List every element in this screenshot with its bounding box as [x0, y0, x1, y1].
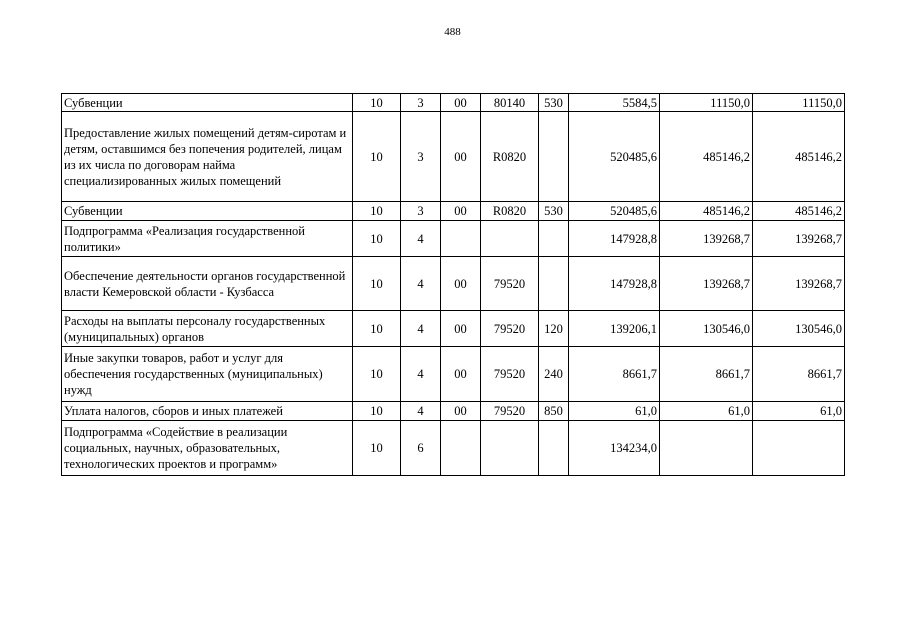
amount-3: 8661,7: [753, 347, 845, 402]
amount-1: 5584,5: [569, 94, 660, 112]
program-code: 00: [441, 402, 481, 421]
amount-2: 130546,0: [660, 311, 753, 347]
subsection-code: 4: [401, 257, 441, 311]
program-code: 00: [441, 311, 481, 347]
section-code: 10: [353, 202, 401, 221]
amount-3: 139268,7: [753, 221, 845, 257]
table-row: [62, 257, 845, 311]
amount-1: 8661,7: [569, 347, 660, 402]
amount-3: 485146,2: [753, 112, 845, 202]
section-code: 10: [353, 221, 401, 257]
program-code: 00: [441, 347, 481, 402]
subsection-code: 3: [401, 202, 441, 221]
amount-3: [753, 421, 845, 476]
section-code: 10: [353, 421, 401, 476]
subsection-code: 4: [401, 221, 441, 257]
expense-type-code: 850: [539, 402, 569, 421]
amount-1: 147928,8: [569, 257, 660, 311]
program-code: 00: [441, 94, 481, 112]
row-name: Подпрограмма «Реализация государственной политики»: [62, 221, 353, 257]
amount-3: 61,0: [753, 402, 845, 421]
budget-table: [61, 93, 845, 476]
direction-code: R0820: [481, 112, 539, 202]
table-row: [62, 421, 845, 476]
amount-2: 8661,7: [660, 347, 753, 402]
amount-3: 11150,0: [753, 94, 845, 112]
amount-1: 61,0: [569, 402, 660, 421]
amount-2: 11150,0: [660, 94, 753, 112]
subsection-code: 3: [401, 112, 441, 202]
direction-code: [481, 221, 539, 257]
program-code: 00: [441, 202, 481, 221]
table-row: [62, 112, 845, 202]
section-code: 10: [353, 311, 401, 347]
program-code: 00: [441, 112, 481, 202]
row-name: Уплата налогов, сборов и иных платежей: [62, 402, 353, 421]
amount-2: 139268,7: [660, 257, 753, 311]
direction-code: 79520: [481, 402, 539, 421]
subsection-code: 4: [401, 347, 441, 402]
expense-type-code: [539, 221, 569, 257]
expense-type-code: [539, 112, 569, 202]
row-name: Субвенции: [62, 94, 353, 112]
amount-1: 147928,8: [569, 221, 660, 257]
direction-code: 80140: [481, 94, 539, 112]
amount-1: 520485,6: [569, 112, 660, 202]
subsection-code: 4: [401, 402, 441, 421]
amount-1: 134234,0: [569, 421, 660, 476]
amount-1: 139206,1: [569, 311, 660, 347]
amount-2: 485146,2: [660, 202, 753, 221]
section-code: 10: [353, 112, 401, 202]
subsection-code: 6: [401, 421, 441, 476]
direction-code: [481, 421, 539, 476]
direction-code: 79520: [481, 311, 539, 347]
amount-2: 485146,2: [660, 112, 753, 202]
amount-2: [660, 421, 753, 476]
program-code: [441, 221, 481, 257]
table-row: [62, 347, 845, 402]
row-name: Подпрограмма «Содействие в реализации социальных, научных, образовательных, технологических проектов и программ»: [62, 421, 353, 476]
table-row: [62, 202, 845, 221]
row-name: Обеспечение деятельности органов государственной власти Кемеровской области - Кузбасса: [62, 257, 353, 311]
expense-type-code: 530: [539, 202, 569, 221]
expense-type-code: 530: [539, 94, 569, 112]
amount-3: 139268,7: [753, 257, 845, 311]
amount-3: 485146,2: [753, 202, 845, 221]
direction-code: 79520: [481, 257, 539, 311]
expense-type-code: 120: [539, 311, 569, 347]
amount-2: 61,0: [660, 402, 753, 421]
subsection-code: 3: [401, 94, 441, 112]
expense-type-code: [539, 257, 569, 311]
expense-type-code: [539, 421, 569, 476]
row-name: Предоставление жилых помещений детям-сиротам и детям, оставшимся без попечения родителей, лицам из их числа по договорам найма специализированных жилых помещений: [62, 112, 353, 202]
row-name: Иные закупки товаров, работ и услуг для обеспечения государственных (муниципальных) нужд: [62, 347, 353, 402]
direction-code: 79520: [481, 347, 539, 402]
amount-3: 130546,0: [753, 311, 845, 347]
row-name: Расходы на выплаты персоналу государственных (муниципальных) органов: [62, 311, 353, 347]
section-code: 10: [353, 257, 401, 311]
program-code: 00: [441, 257, 481, 311]
table-row: [62, 94, 845, 112]
section-code: 10: [353, 347, 401, 402]
page-number: 488: [444, 26, 461, 38]
subsection-code: 4: [401, 311, 441, 347]
amount-1: 520485,6: [569, 202, 660, 221]
direction-code: R0820: [481, 202, 539, 221]
expense-type-code: 240: [539, 347, 569, 402]
row-name: Субвенции: [62, 202, 353, 221]
program-code: [441, 421, 481, 476]
section-code: 10: [353, 94, 401, 112]
table-row: [62, 402, 845, 421]
table-row: [62, 221, 845, 257]
table-row: [62, 311, 845, 347]
section-code: 10: [353, 402, 401, 421]
amount-2: 139268,7: [660, 221, 753, 257]
